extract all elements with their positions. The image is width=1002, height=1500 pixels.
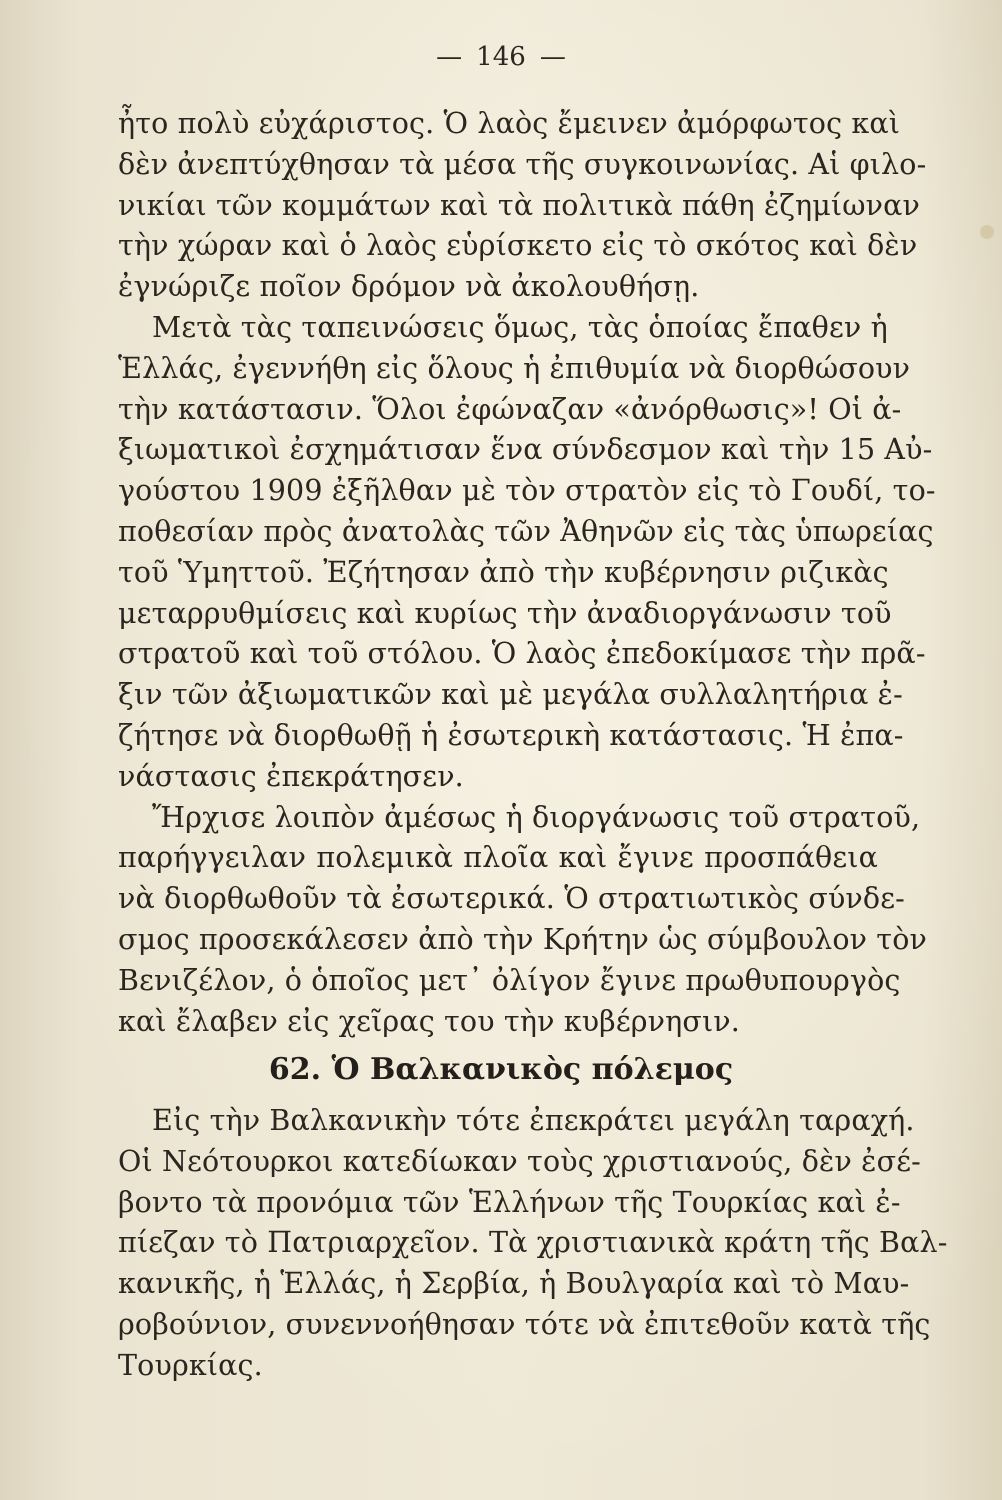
text-line: κανικῆς, ἡ Ἑλλάς, ἡ Σερβία, ἡ Βουλγαρία καὶ τὸ Μαυ-	[118, 1267, 910, 1301]
text-line: Τουρκίας.	[118, 1348, 263, 1382]
text-line: τοῦ Ὑμηττοῦ. Ἐζήτησαν ἀπὸ τὴν κυβέρνησιν ριζικὰς	[118, 555, 889, 589]
text-line: ξιν τῶν ἀξιωματικῶν καὶ μὲ μεγάλα συλλαλητήρια ἐ-	[118, 678, 903, 712]
text-line: Εἰς τὴν Βαλκανικὴν τότε ἐπεκράτει μεγάλη ταραχή.	[152, 1104, 915, 1137]
text-line: Βενιζέλον, ὁ ὁποῖος μετ᾿ ὀλίγον ἔγινε πρωθυπουργὸς	[118, 963, 901, 997]
text-line: νικίαι τῶν κομμάτων καὶ τὰ πολιτικὰ πάθη ἐζημίωναν	[118, 188, 920, 222]
text-line: βοντο τὰ προνόμια τῶν Ἑλλήνων τῆς Τουρκίας καὶ ἐ-	[118, 1185, 901, 1219]
body-text-top	[118, 104, 936, 1042]
text-line: τὴν χώραν καὶ ὁ λαὸς εὑρίσκετο εἰς τὸ σκότος καὶ δὲν	[118, 229, 918, 263]
text-line: καὶ ἔλαβεν εἰς χεῖρας του τὴν κυβέρνησιν.	[118, 1004, 740, 1038]
text-line: Ἑλλάς, ἐγεννήθη εἰς ὅλους ἡ ἐπιθυμία νὰ διορθώσουν	[118, 351, 911, 385]
text-line: νὰ διορθωθοῦν τὰ ἐσωτερικά. Ὁ στρατιωτικὸς σύνδε-	[118, 882, 905, 916]
page-number-value: 146	[476, 42, 526, 72]
text-line: γούστου 1909 ἐξῆλθαν μὲ τὸν στρατὸν εἰς τὸ Γουδί, το-	[118, 474, 936, 508]
page-number: — 146 —	[436, 42, 566, 72]
text-line: στρατοῦ καὶ τοῦ στόλου. Ὁ λαὸς ἐπεδοκίμασε τὴν πρᾶ-	[118, 637, 926, 671]
text-line: ροβούνιον, συνεννοήθησαν τότε νὰ ἐπιτεθοῦν κατὰ τῆς	[118, 1307, 931, 1341]
text-line: δὲν ἀνεπτύχθησαν τὰ μέσα τῆς συγκοινωνίας. Αἱ φιλο-	[118, 147, 927, 181]
paper-stain	[980, 225, 994, 239]
text-line: νάστασις ἐπεκράτησεν.	[118, 759, 464, 793]
text-line: ποθεσίαν πρὸς ἀνατολὰς τῶν Ἀθηνῶν εἰς τὰς ὑπωρείας	[118, 514, 934, 548]
text-line: Ἤρχισε λοιπὸν ἀμέσως ἡ διοργάνωσις τοῦ στρατοῦ,	[152, 800, 921, 834]
text-line: Οἱ Νεότουρκοι κατεδίωκαν τοὺς χριστιανούς, δὲν ἐσέ-	[118, 1144, 921, 1178]
text-line: ἦτο πολὺ εὐχάριστος. Ὁ λαὸς ἔμεινεν ἀμόρφωτος καὶ	[118, 107, 901, 140]
text-line: τὴν κατάστασιν. Ὅλοι ἐφώναζαν «ἀνόρθωσις»! Οἱ ἀ-	[118, 392, 902, 426]
text-line: σμος προσεκάλεσεν ἀπὸ τὴν Κρήτην ὡς σύμβουλον τὸν	[118, 922, 928, 956]
text-line: Μετὰ τὰς ταπεινώσεις ὅμως, τὰς ὁποίας ἔπαθεν ἡ	[152, 310, 888, 344]
text-line: παρήγγειλαν πολεμικὰ πλοῖα καὶ ἔγινε προσπάθεια	[118, 841, 878, 875]
section-heading: 62. Ὁ Βαλκανικὸς πόλεμος	[268, 1052, 734, 1087]
text-line: μεταρρυθμίσεις καὶ κυρίως τὴν ἀναδιοργάνωσιν τοῦ	[118, 596, 892, 630]
text-line: πίεζαν τὸ Πατριαρχεῖον. Τὰ χριστιανικὰ κράτη τῆς Βαλ-	[118, 1226, 948, 1260]
body-text-bottom	[118, 1101, 948, 1387]
text-line: ξιωματικοὶ ἐσχημάτισαν ἕνα σύνδεσμον καὶ τὴν 15 Αὐ-	[118, 433, 933, 467]
text-line: ἐγνώριζε ποῖον δρόμον νὰ ἀκολουθήσῃ.	[118, 270, 700, 304]
text-line: ζήτησε νὰ διορθωθῇ ἡ ἐσωτερικὴ κατάστασις. Ἡ ἐπα-	[118, 718, 904, 752]
